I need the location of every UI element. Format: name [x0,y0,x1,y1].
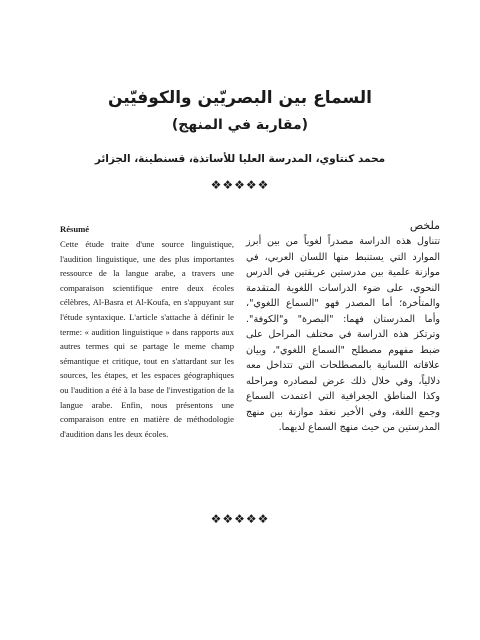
article-subtitle: (مقاربة في المنهج) [171,117,309,133]
resume-text: Cette étude traite d'une source linguistique, l'audition linguistique, une des plus importantes ressource de la langue arabe, a travers une comparaison scientifique entre deux écoles célèbres, Al-Basra et Al-Koufa, en s'appuyant sur l'étude syntaxique. L'article s'attache à définir le terme: « audition linguistique » dans rapports aux autres termes qui se partage le meme champ sémantique et critique, tout en s'attardant sur les sources, les étapes, et les espaces géographiques ou l'audition a été à la base de l'investigation de la langue arabe. Enfin, nous présentons une comparaison entre en matière de méthodologie d'audition dans les deux écoles. [60,239,234,439]
arabic-abstract-text: تتناول هذه الدراسة مصدراً لغوياً من بين أبرز الموارد التي يستنبط منها اللسان العربي، في موازنة علمية بين مدرستين عريقتين في الدرس النحوي، على ضوء الدراسات اللغوية المتقدمة والمتأخرة؛ أما المصدر فهو "السماع اللغوي"، وأما المدرستان فهما: "البصرة" و"الكوفة". وترتكز هذه الدراسة في مختلف المراحل على ضبط مفهوم مصطلح "السماع اللغوي"، وبيان علاقاته اللسانية بالمصطلحات التي تتداخل معه دلالياً، وفي خلال ذلك عرض لمصادره ومراحله وكذا المناطق الجغرافية التي اعتمدت السماع وجمع اللغة، وفي الأخير نعقد موازنة بين منهج المدرستين من حيث منهج السماع لديهما. [246,236,440,433]
author-affiliation: محمد كنتاوي، المدرسة العليا للأساتذة، قسنطينة، الجزائر [94,153,386,165]
arabic-abstract-heading: ملخص [409,219,440,232]
article-title: السماع بين البصريّين والكوفيّين [107,88,372,108]
ornament-divider-bottom: ❖❖❖❖❖ [210,512,270,526]
arabic-abstract-column [246,218,440,436]
resume-column [60,222,234,441]
ornament-divider-top: ❖❖❖❖❖ [210,178,270,192]
resume-heading: Résumé [60,224,90,234]
